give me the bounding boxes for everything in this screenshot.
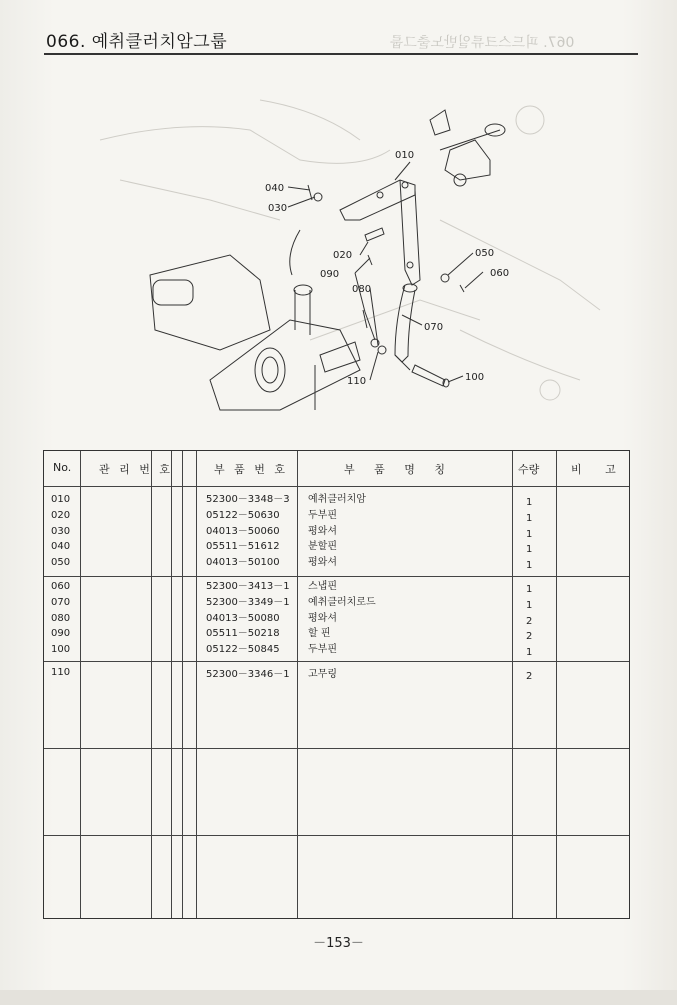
group3-part-numbers: 52300－3346－1	[206, 669, 290, 680]
group3-quantities: 2	[526, 671, 533, 682]
col-rule	[556, 451, 557, 918]
callout-070: 070	[424, 322, 444, 333]
col-rule	[512, 451, 513, 918]
clutch-rod	[395, 284, 417, 370]
pin	[412, 365, 449, 387]
header-management-no: 관 리 번 호	[99, 463, 173, 476]
header-part-name: 부 품 명 칭	[344, 463, 453, 476]
group2-quantities: 1 1 2 2 1	[526, 584, 533, 659]
bleed-through-title: 067. 피드스크류일반노출그룹	[390, 35, 575, 51]
callout-040: 040	[265, 183, 285, 194]
parts-table	[43, 450, 630, 919]
parts-diagram	[60, 80, 620, 450]
header-part-no: 부 품 번 호	[214, 463, 288, 476]
col-rule	[171, 451, 172, 918]
col-rule	[151, 451, 152, 918]
title-rule	[44, 53, 638, 55]
page-title: 066. 예취클러치암그룹	[46, 32, 228, 52]
group-rule	[44, 661, 629, 662]
group-rule	[44, 835, 629, 836]
upper-linkage	[430, 110, 505, 186]
callout-110: 110	[347, 376, 367, 387]
group1-numbers: 010 020 030 040 050	[51, 494, 71, 569]
group-rule	[44, 576, 629, 577]
clutch-arm	[340, 180, 420, 285]
callout-030: 030	[268, 203, 288, 214]
header-rule	[44, 486, 629, 487]
col-rule	[80, 451, 81, 918]
callout-100: 100	[465, 372, 485, 383]
group1-quantities: 1 1 1 1 1	[526, 497, 533, 572]
col-rule	[182, 451, 183, 918]
header-quantity: 수량	[518, 463, 540, 476]
header-no: No.	[53, 461, 72, 474]
group2-numbers: 060 070 080 090 100	[51, 581, 71, 656]
callout-020: 020	[333, 250, 353, 261]
col-rule	[196, 451, 197, 918]
group2-part-numbers: 52300－3413－1 52300－3349－1 04013－50080 05511－50218 05122－50845	[206, 581, 290, 656]
page-number: －153－	[313, 936, 364, 951]
group3-part-names: 고무링	[308, 669, 337, 680]
group1-part-numbers: 52300－3348－3 05122－50630 04013－50060 05511－51612 04013－50100	[206, 494, 290, 569]
header-remark: 비 고	[571, 463, 626, 476]
callout-080: 080	[352, 284, 372, 295]
col-rule	[297, 451, 298, 918]
callout-090: 090	[320, 269, 340, 280]
callout-010: 010	[395, 150, 415, 161]
group3-numbers: 110	[51, 667, 71, 678]
group2-part-names: 스냅핀 예취클러치로드 평와셔 할 핀 두부핀	[308, 581, 376, 656]
group1-part-names: 예취클러치암 두부핀 평와셔 분할핀 평와셔	[308, 494, 366, 569]
callout-060: 060	[490, 268, 510, 279]
scan-edge	[0, 990, 677, 1005]
group-rule	[44, 748, 629, 749]
callout-050: 050	[475, 248, 495, 259]
